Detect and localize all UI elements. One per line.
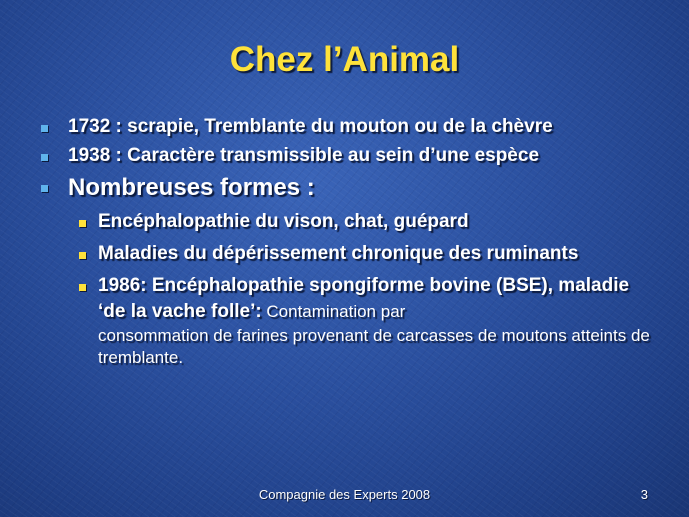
sub-bullet-detail-text: consommation de farines provenant de carcasses de moutons atteints de tremblante. (98, 326, 650, 367)
sub-bullet-bold-text: 1986: Encéphalopathie spongiforme bovine (BSE), maladie ‘de la vache folle’: (98, 275, 630, 322)
square-bullet-icon (41, 154, 48, 161)
square-bullet-icon (79, 220, 86, 227)
sub-bullet-item (70, 241, 660, 267)
bullet-item (40, 173, 660, 203)
bullet-item (40, 143, 660, 169)
bullet-item (40, 114, 660, 140)
sub-bullet-text: Encéphalopathie du vison, chat, guépard (98, 211, 469, 232)
sub-bullet-plain-text: Contamination par (261, 302, 406, 321)
bullet-list (40, 114, 660, 369)
page-number: 3 (640, 487, 648, 502)
bullet-text: 1938 : Caractère transmissible au sein d’une espèce (68, 145, 540, 166)
sub-bullet-text: Maladies du dépérissement chronique des ruminants (98, 243, 579, 264)
square-bullet-icon (79, 284, 86, 291)
bullet-text: 1732 : scrapie, Tremblante du mouton ou de la chèvre (68, 116, 553, 137)
slide-title: Chez l’Animal (229, 40, 460, 79)
footer-text: Compagnie des Experts 2008 (258, 487, 431, 502)
sub-bullet-item (70, 273, 660, 369)
square-bullet-icon (41, 185, 48, 192)
square-bullet-icon (79, 252, 86, 259)
sub-bullet-item (70, 209, 660, 235)
bullet-text: Nombreuses formes : (68, 174, 315, 201)
square-bullet-icon (41, 125, 48, 132)
